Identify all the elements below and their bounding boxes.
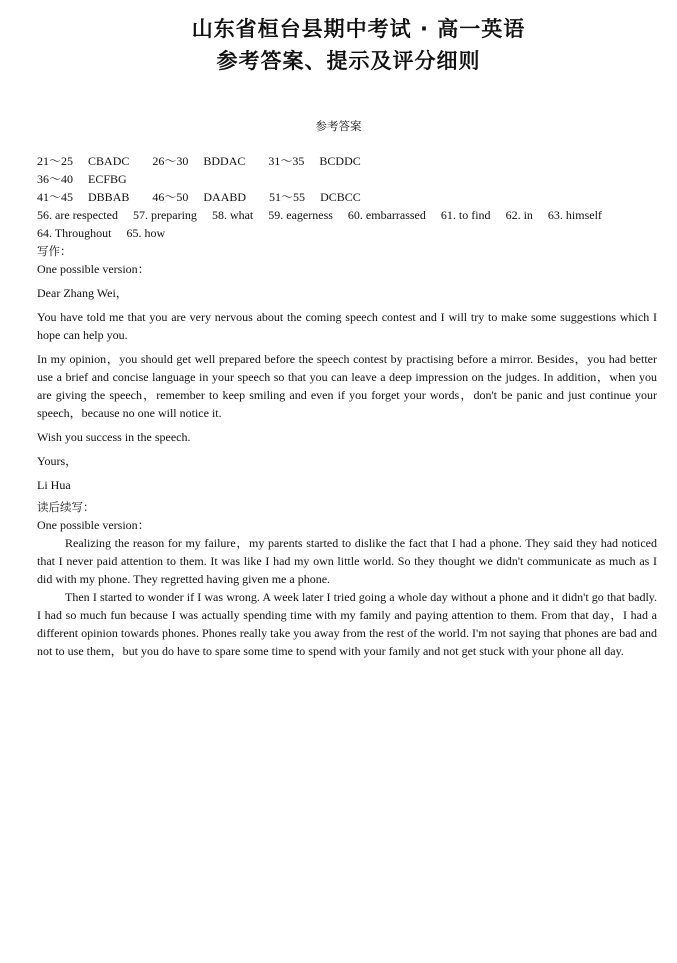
answer-range: 41～45 <box>37 190 74 204</box>
answer-range: 46～50 <box>152 190 189 204</box>
answer-range: 31～35 <box>268 154 305 168</box>
answer-letters: DBBAB <box>88 190 130 204</box>
letter-paragraph: You have told me that you are very nervous about the coming speech contest and I will try to make some suggestions which I hope can help you. <box>37 310 657 342</box>
answer-range: 36～40 <box>37 172 74 186</box>
answer-row <box>37 224 657 242</box>
answer-item: 58. what <box>211 208 254 222</box>
answer-range: 51～55 <box>269 190 306 204</box>
letter-closing: Yours， <box>37 454 78 468</box>
answer-letters: DAABD <box>203 190 247 204</box>
letter-paragraph: In my opinion，you should get well prepared before the speech contest by practising before a mirror. Besides，you had better use a brief and concise language in your speech so that you can leave a deep impression on the judges. In addition，when you are giving the speech，remember to keep smiling and even if you forget your words，don't be panic and just continue your speech，because no one will notice it. <box>37 352 657 420</box>
letter-greeting: Dear Zhang Wei， <box>37 286 128 300</box>
answer-row <box>37 170 657 188</box>
answer-row <box>37 206 657 224</box>
section-heading-answers: 参考答案 <box>315 119 362 133</box>
continuation-label: 读后续写： <box>37 500 95 514</box>
letter-signature: Li Hua <box>37 478 71 492</box>
writing-label: 写作： <box>37 244 72 258</box>
document-header <box>0 14 677 76</box>
document-body <box>37 152 657 660</box>
answer-range: 21～25 <box>37 154 74 168</box>
document-subtitle-line: 参考答案、提示及评分细则 <box>216 49 481 73</box>
answer-item: 62. in <box>505 208 533 222</box>
answer-letters: CBADC <box>88 154 130 168</box>
story-paragraph: Then I started to wonder if I was wrong. A week later I tried going a whole day without a phone and it didn't go that badly. I had so much fun because I was actually spending time with my family and paying attention to them. From that day，I had a different opinion towards phones. Phones really take you away from the rest of the world. I'm not saying that phones are bad and not to use them，but you do have to spare some time to spend with your family and not get stuck with your phone all day. <box>37 590 657 658</box>
answer-row <box>37 152 657 170</box>
answer-item: 61. to find <box>440 208 491 222</box>
answer-letters: ECFBG <box>88 172 127 186</box>
answer-item: 65. how <box>126 226 166 240</box>
answer-item: 59. eagerness <box>268 208 333 222</box>
answer-item: 57. preparing <box>132 208 197 222</box>
letter-paragraph: Wish you success in the speech. <box>37 430 191 444</box>
answer-item: 56. are respected <box>37 208 118 222</box>
answer-letters: DCBCC <box>320 190 361 204</box>
answer-range: 26～30 <box>152 154 189 168</box>
answer-key <box>37 152 657 242</box>
continuation-intro: One possible version： <box>37 518 150 532</box>
answer-letters: BDDAC <box>203 154 246 168</box>
answer-row <box>37 188 657 206</box>
answer-item: 63. himself <box>547 208 602 222</box>
answer-item: 64. Throughout <box>37 226 112 240</box>
document-title: 山东省桓台县期中考试 · 高一英语 <box>191 17 526 41</box>
answer-item: 60. embarrassed <box>347 208 426 222</box>
answer-letters: BCDDC <box>319 154 361 168</box>
writing-intro: One possible version： <box>37 262 150 276</box>
story-paragraph: Realizing the reason for my failure，my parents started to dislike the fact that I had a phone. They said they had noticed that I never paid attention to them. It was like I had my own little world. So they thought we didn't communicate as much as I did with my phone. They regretted having given me a phone. <box>37 536 657 586</box>
